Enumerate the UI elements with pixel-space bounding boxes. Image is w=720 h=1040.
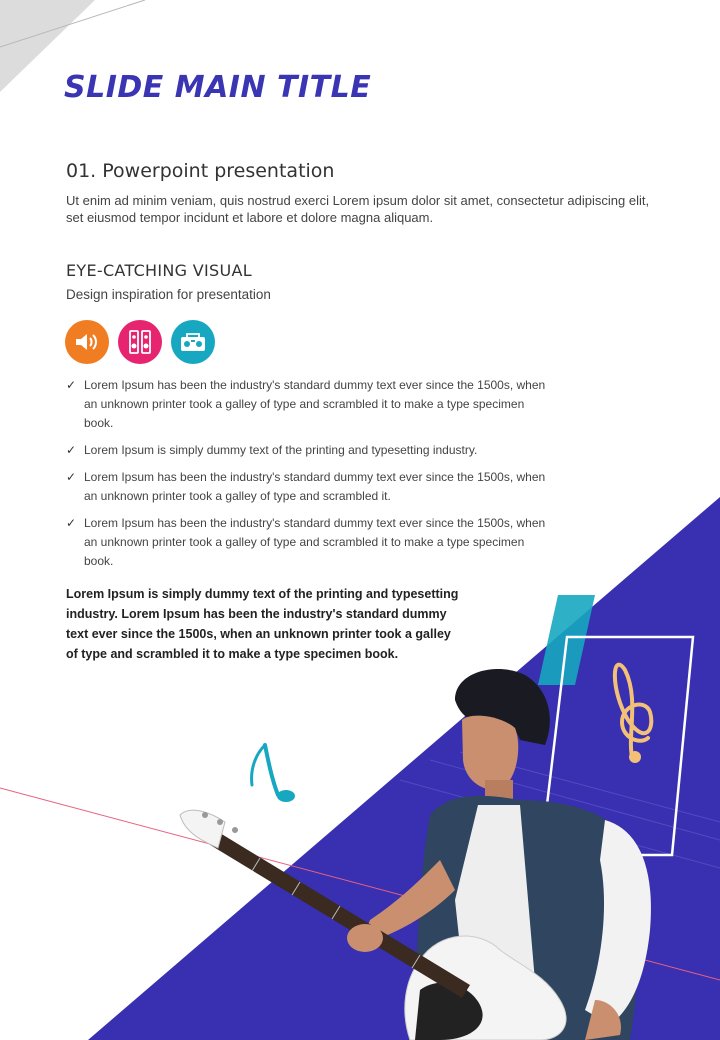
section-heading: EYE-CATCHING VISUAL	[66, 261, 252, 280]
speaker-icon	[65, 320, 109, 364]
section-body-text: Ut enim ad minim veniam, quis nostrud exerci Lorem ipsum dolor sit amet, consectetur adipiscing elit, set eiusmod tempor incidunt et labore et dolore magna aliquam.	[66, 193, 650, 225]
list-item: ✓ Lorem Ipsum has been the industry's standard dummy text ever since the 1500s, when an unknown printer took a galley of type and scrambled it to make a type specimen book.	[66, 516, 546, 568]
list-item: ✓ Lorem Ipsum has been the industry's standard dummy text ever since the 1500s, when an unknown printer took a galley of type and scrambled it to make a type specimen book.	[66, 378, 546, 430]
slide-title: SLIDE MAIN TITLE	[64, 70, 372, 105]
checklist	[66, 376, 556, 579]
list-item: ✓ Lorem Ipsum is simply dummy text of the printing and typesetting industry.	[66, 441, 556, 460]
loudspeakers-icon	[118, 320, 162, 364]
checkmark-icon: ✓	[66, 378, 77, 392]
closing-paragraph: Lorem Ipsum is simply dummy text of the printing and typesetting industry. Lorem Ipsum has been the industry's standard dummy text ever since the 1500s, when an unknown printer took a galley of type and scrambled it to make a type specimen book.	[66, 587, 459, 661]
checkmark-icon: ✓	[66, 443, 77, 457]
section-subheading: Design inspiration for presentation	[66, 287, 271, 302]
section-heading: 01. Powerpoint presentation	[66, 160, 335, 182]
list-item: ✓ Lorem Ipsum has been the industry's standard dummy text ever since the 1500s, when an unknown printer took a galley of type and scrambled it.	[66, 470, 546, 503]
music-note-icon	[252, 745, 295, 802]
checkmark-icon: ✓	[66, 470, 77, 484]
boombox-icon	[171, 320, 215, 364]
checkmark-icon: ✓	[66, 516, 77, 530]
